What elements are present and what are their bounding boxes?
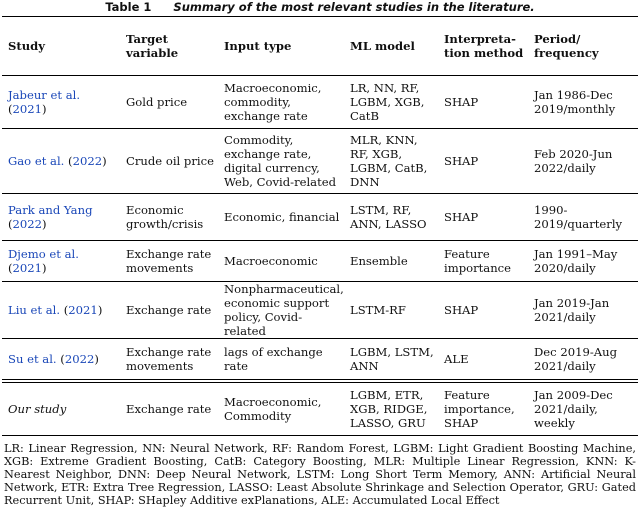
input-cell: Economic, financial: [218, 194, 344, 241]
study-link[interactable]: Gao et al. (2022): [8, 154, 107, 168]
study-link[interactable]: Park and Yang (2022): [8, 203, 93, 231]
study-year: 2021: [12, 102, 43, 116]
header-row: [2, 17, 638, 76]
our-study-row: [2, 383, 638, 436]
study-cell: [2, 194, 120, 241]
interp-cell: SHAP: [438, 129, 528, 194]
study-year: 2021: [12, 261, 43, 275]
period-cell: Jan 1986-Dec 2019/monthly: [528, 76, 638, 129]
table-notes: LR: Linear Regression, NN: Neural Network, RF: Random Forest, LGBM: Light Gradient Boosting Machine, XGB: Extreme Gradient Boosting, CatB: Category Boosting, MLR: Multiple Linear Regression, KNN: K-Nearest Neighbor, DNN: Deep Neural Network, LSTM: Long Short Term Memory, ANN: Artificial Neural Network, ETR: Extra Tree Regression, LASSO: Least Absolute Shrinkage and Selection Operator, GRU: Gated Recurrent Unit, SHAP: SHapley Additive exPlanations, ALE: Accumulated Local Effect: [4, 442, 636, 507]
model-cell: LGBM, ETR, XGB, RIDGE, LASSO, GRU: [344, 383, 438, 436]
model-cell: Ensemble: [344, 241, 438, 282]
table-row: [2, 282, 638, 339]
target-cell: Gold price: [120, 76, 218, 129]
study-cell: [2, 241, 120, 282]
interp-cell: SHAP: [438, 76, 528, 129]
interp-cell: ALE: [438, 339, 528, 380]
literature-table: [2, 16, 638, 436]
model-cell: LR, NN, RF, LGBM, XGB, CatB: [344, 76, 438, 129]
interp-cell: SHAP: [438, 282, 528, 339]
study-name: Park and Yang: [8, 203, 93, 217]
input-cell: Macroeconomic, commodity, exchange rate: [218, 76, 344, 129]
study-cell: [2, 282, 120, 339]
header-period: Period/ frequency: [528, 17, 638, 76]
study-link[interactable]: Jabeur et al. (2021): [8, 88, 81, 116]
target-cell: Crude oil price: [120, 129, 218, 194]
study-link[interactable]: Liu et al. (2021): [8, 303, 103, 317]
period-cell: Jan 2009-Dec 2021/daily, weekly: [528, 383, 638, 436]
header-input: Input type: [218, 17, 344, 76]
model-cell: LGBM, LSTM, ANN: [344, 339, 438, 380]
target-cell: Exchange rate: [120, 383, 218, 436]
study-year: 2022: [72, 154, 103, 168]
input-cell: Commodity, exchange rate, digital currency, Web, Covid-related: [218, 129, 344, 194]
study-name: Djemo et al.: [8, 247, 79, 261]
study-cell: [2, 339, 120, 380]
table-row: [2, 339, 638, 380]
study-link[interactable]: Djemo et al. (2021): [8, 247, 79, 275]
table-row: [2, 76, 638, 129]
study-cell: Our study: [2, 383, 120, 436]
study-name: Jabeur et al.: [8, 88, 81, 102]
header-study: Study: [2, 17, 120, 76]
period-cell: Feb 2020-Jun 2022/daily: [528, 129, 638, 194]
interp-cell: SHAP: [438, 194, 528, 241]
period-cell: 1990- 2019/quarterly: [528, 194, 638, 241]
study-link[interactable]: Su et al. (2022): [8, 352, 99, 366]
target-cell: Exchange rate movements: [120, 241, 218, 282]
study-year: 2022: [64, 352, 95, 366]
period-cell: Dec 2019-Aug 2021/daily: [528, 339, 638, 380]
study-name: Gao et al.: [8, 154, 65, 168]
model-cell: LSTM, RF, ANN, LASSO: [344, 194, 438, 241]
input-cell: Macroeconomic: [218, 241, 344, 282]
study-name: Su et al.: [8, 352, 57, 366]
input-cell: Nonpharmaceutical, economic support policy, Covid-related: [218, 282, 344, 339]
study-year: 2022: [12, 217, 43, 231]
study-year: 2021: [68, 303, 98, 317]
period-cell: Jan 1991–May 2020/daily: [528, 241, 638, 282]
input-cell: Macroeconomic, Commodity: [218, 383, 344, 436]
table-row: [2, 241, 638, 282]
header-interp: Interpreta- tion method: [438, 17, 528, 76]
table-row: [2, 129, 638, 194]
interp-cell: Feature importance, SHAP: [438, 383, 528, 436]
target-cell: Exchange rate movements: [120, 339, 218, 380]
model-cell: MLR, KNN, RF, XGB, LGBM, CatB, DNN: [344, 129, 438, 194]
table-row: [2, 194, 638, 241]
target-cell: Economic growth/crisis: [120, 194, 218, 241]
target-cell: Exchange rate: [120, 282, 218, 339]
header-model: ML model: [344, 17, 438, 76]
study-name: Liu et al.: [8, 303, 61, 317]
table-caption: [2, 1, 638, 16]
period-cell: Jan 2019-Jan 2021/daily: [528, 282, 638, 339]
interp-cell: Feature importance: [438, 241, 528, 282]
study-cell: [2, 76, 120, 129]
model-cell: LSTM-RF: [344, 282, 438, 339]
study-cell: [2, 129, 120, 194]
table-title: Summary of the most relevant studies in the literature.: [173, 0, 535, 14]
table-number: Table 1: [105, 0, 152, 14]
header-target: Target variable: [120, 17, 218, 76]
input-cell: lags of exchange rate: [218, 339, 344, 380]
